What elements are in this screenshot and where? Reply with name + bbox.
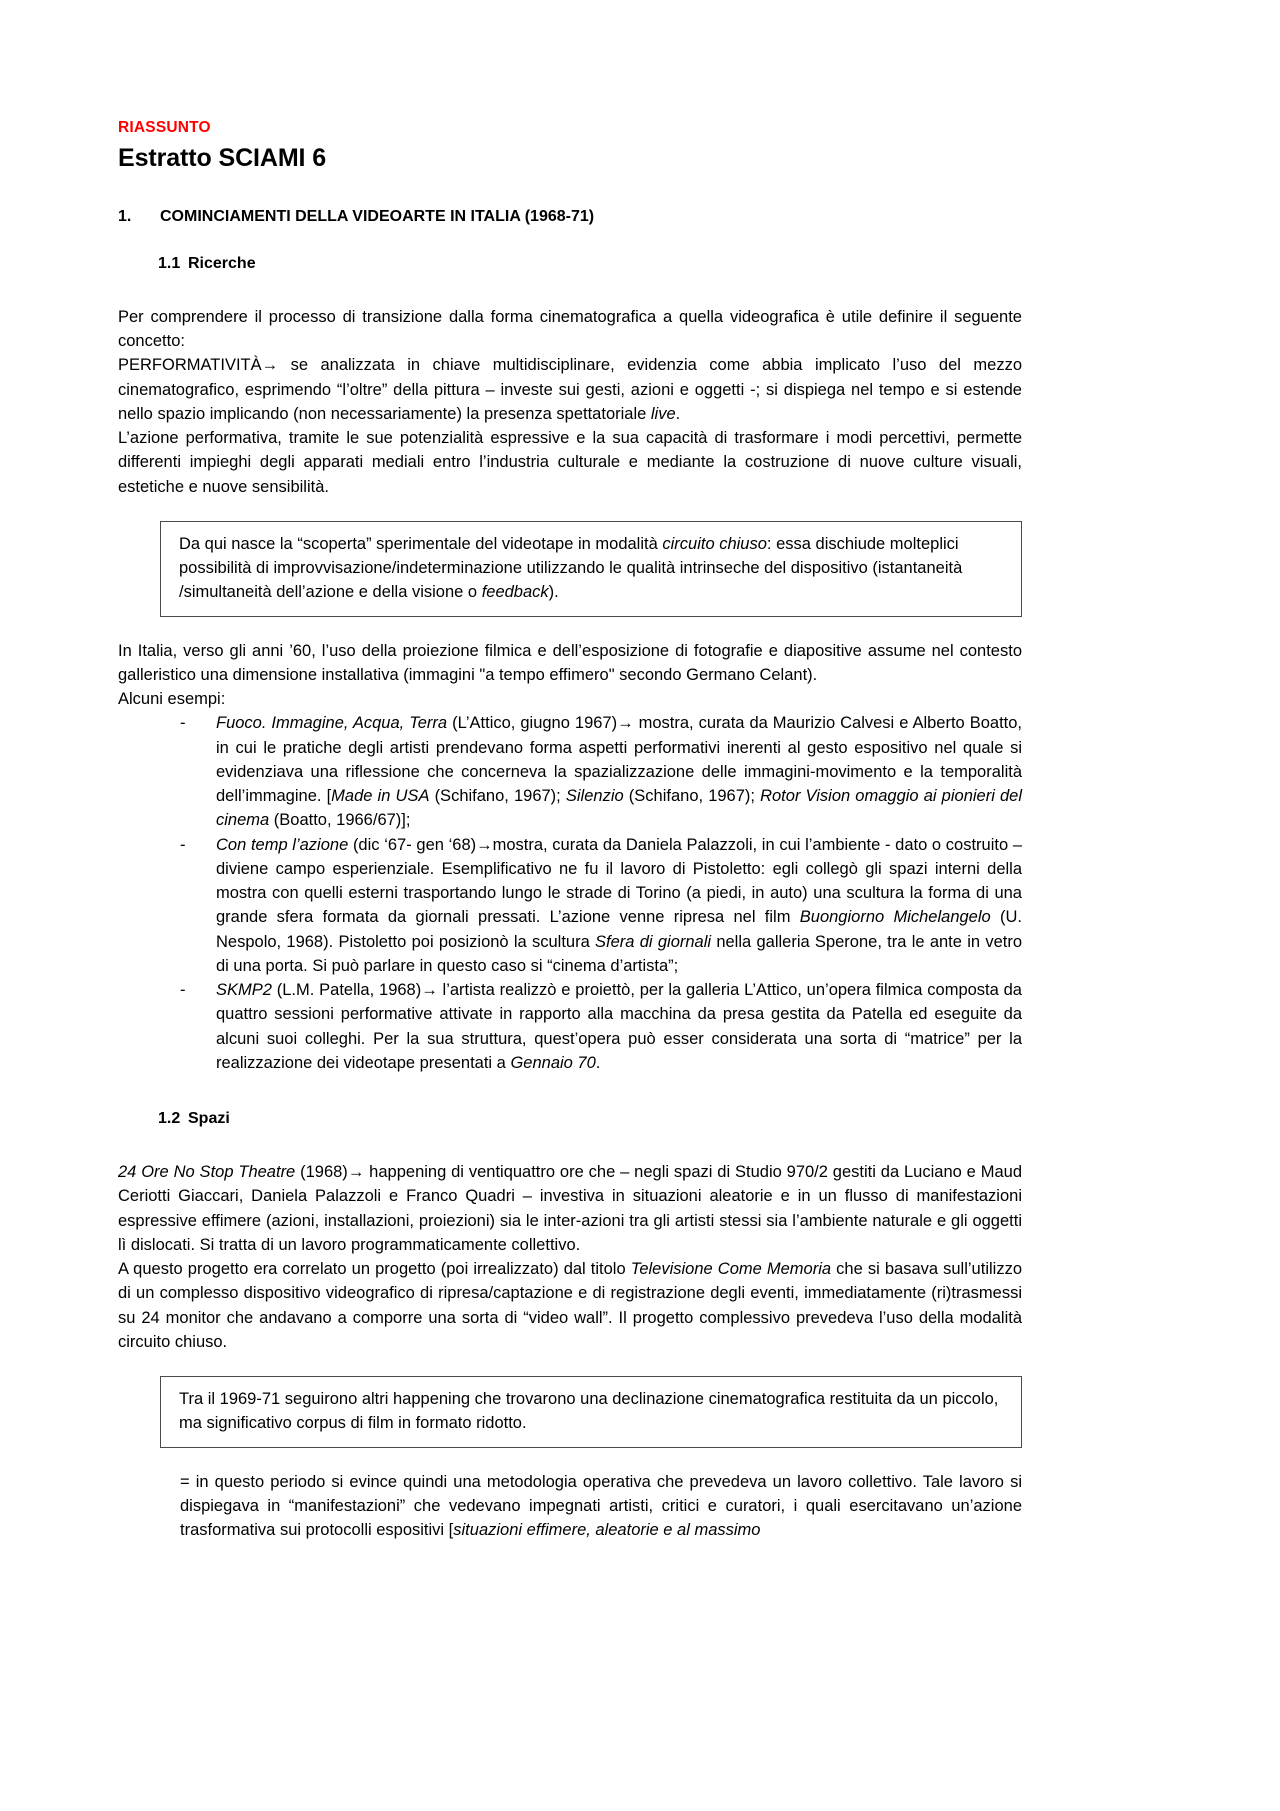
page-title: Estratto SCIAMI 6 <box>118 144 327 173</box>
example-1-text-5: (Boatto, 1966/67)]; <box>269 811 411 830</box>
paragraph-24-ore-no-stop-theatre <box>118 1160 1022 1257</box>
heading-section-1 <box>118 207 1022 228</box>
example-3-italic-title: SKMP2 <box>216 981 272 1000</box>
example-3-text-2: l’artista realizzò e proiettò, per la galleria L’Attico, un’opera filmica composta da quattro sessioni performative attivate in rapporto alla macchina da presa gestita da Patella ed eseguite da alcuni suoi colleghi. Per la sua struttura, quest’opera può esser considerata una sorta di “matrice” per la realizzazione dei videotape presentati a <box>216 981 1022 1072</box>
callout-box-circuito-chiuso <box>160 521 1022 617</box>
closing-italic: situazioni effimere, aleatorie e al massimo <box>453 1521 761 1540</box>
heading-section-1-2-label: Spazi <box>188 1110 230 1128</box>
example-3-italic-gennaio-70: Gennaio 70 <box>510 1053 596 1072</box>
paragraph-televisione-come-memoria <box>118 1257 1022 1354</box>
paragraph-alcuni-esempi: Alcuni esempi: <box>118 690 226 709</box>
spazi-italic-title: 24 Ore No Stop Theatre <box>118 1163 296 1182</box>
example-1-text-1: (L’Attico, giugno 1967) <box>447 714 618 733</box>
callout1-italic-feedback: feedback <box>481 583 549 602</box>
examples-list <box>118 711 1022 1075</box>
performativita-text-2: . <box>675 404 681 423</box>
example-1-text-3: (Schifano, 1967); <box>429 787 566 806</box>
example-3-text-3: . <box>595 1053 601 1072</box>
arrow-icon: → <box>476 835 493 854</box>
heading-section-1-number: 1. <box>118 208 132 226</box>
arrow-icon: → <box>617 714 634 733</box>
list-item <box>118 711 1022 832</box>
spazi-text-2: happening di ventiquattro ore che – negli spazi di Studio 970/2 gestiti da Luciano e Maud Ceriotti Giaccari, Daniela Palazzoli e Franco Quadri – investiva in situazioni aleatorie e in un flusso di manifestazioni espressive effimere (azioni, installazioni, proiezioni) sia le inter-azioni tra gli artisti stessi sia l’ambiente naturale e gli oggetti lì dislocati. Si tratta di un lavoro programmaticamente collettivo. <box>118 1163 1022 1254</box>
example-1-italic-made-in-usa: Made in USA <box>331 787 430 806</box>
paragraph-closing <box>180 1470 1022 1543</box>
example-1-italic-title: Fuoco. Immagine, Acqua, Terra <box>216 714 448 733</box>
spazi2-text-1: A questo progetto era correlato un progetto (poi irrealizzato) dal titolo <box>118 1260 631 1279</box>
list-item <box>118 978 1022 1075</box>
paragraph-italia: In Italia, verso gli anni ’60, l’uso della proiezione filmica e dell’esposizione di fotografie e diapositive assume nel contesto galleristico una dimensione installativa (immagini "a tempo effimero" secondo Germano Celant). <box>118 641 1022 684</box>
heading-section-1-1-label: Ricerche <box>188 255 256 273</box>
callout1-italic-circuito-chiuso: circuito chiuso <box>662 534 767 553</box>
closing-text-1: = in questo periodo si evince quindi una metodologia operativa che prevedeva un lavoro collettivo. Tale lavoro si dispiegava in “manifestazioni” che vedevano impegnati artisti, critici e curatori, i quali esercitavano un’azione trasformativa sui protocolli espositivi [ <box>180 1472 1022 1540</box>
example-3-text-1: (L.M. Patella, 1968) <box>271 981 422 1000</box>
example-2-italic-buongiorno-michelangelo: Buongiorno Michelangelo <box>799 908 991 927</box>
callout1-text-1: Da qui nasce la “scoperta” sperimentale del videotape in modalità <box>179 534 663 553</box>
example-2-text-3: (U. Nespolo, 1968). Pistoletto poi posizionò la scultura <box>216 908 1022 951</box>
heading-section-1-1 <box>118 254 1022 275</box>
arrow-icon: → <box>421 981 438 1000</box>
dash-bullet-icon: - <box>180 981 186 1000</box>
performativita-text-1: se analizzata in chiave multidisciplinare, evidenzia come abbia implicato l’uso del mezzo cinematografico, esprimendo “l’oltre” della pittura – investe sui gesti, azioni e oggetti -; si dispiega nel tempo e si estende nello spazio implicando (non necessariamente) la presenza spettatoriale <box>118 356 1022 423</box>
arrow-icon: → <box>261 356 279 375</box>
example-1-text-2: mostra, curata da Maurizio Calvesi e Alberto Boatto, in cui le pratiche degli artisti prendevano forma aspetti performativi inerenti al gesto espositivo nel quale si evidenziava una riflessione che concerneva la spazializzazione delle immagini-movimento e la temporalità dell’immagine. [ <box>216 714 1023 806</box>
paragraph-intro: Per comprendere il processo di transizione dalla forma cinematografica a quella videografica è utile definire il seguente concetto: <box>118 307 1022 351</box>
dash-bullet-icon: - <box>180 714 186 733</box>
example-2-italic-sfera-di-giornali: Sfera di giornali <box>595 932 712 951</box>
callout1-text-2: : essa dischiude molteplici possibilità di improvvisazione/indeterminazione utilizzando le qualità intrinseche del dispositivo (istantaneità /simultaneità dell’azione e della visione o <box>179 534 963 602</box>
spazi2-italic-televisione-come-memoria: Televisione Come Memoria <box>630 1260 832 1279</box>
example-2-text-2: mostra, curata da Daniela Palazzoli, in cui l’ambiente - dato o costruito – diviene campo esperienziale. Esemplificativo ne fu il lavoro di Pistoletto: egli collegò gli spazi interni della mostra con quelli esterni trasportando lungo le strade di Torino (a piedi, in auto) una scultura la forma di una grande sfera formata da giornali pressati. L’azione venne ripresa nel film <box>216 835 1022 927</box>
dash-bullet-icon: - <box>180 835 186 854</box>
example-2-text-4: nella galleria Sperone, tra le ante in vetro di una porta. Si può parlare in questo caso si “cinema d’artista”; <box>216 932 1022 975</box>
spazi-text-1: (1968) <box>295 1163 348 1182</box>
list-item <box>118 833 1022 979</box>
paragraph-performativita <box>118 353 1022 426</box>
callout-box-1-text <box>179 532 1009 605</box>
example-2-italic-title: Con temp l’azione <box>216 835 349 854</box>
heading-section-1-1-number: 1.1 <box>158 255 181 273</box>
heading-section-1-label: COMINCIAMENTI DELLA VIDEOARTE IN ITALIA (1968-71) <box>160 208 595 226</box>
heading-section-1-2-number: 1.2 <box>158 1110 181 1128</box>
document-content <box>118 118 1022 1542</box>
paragraph-azione-performativa: L’azione performativa, tramite le sue potenzialità espressive e la sua capacità di trasformare i modi percettivi, permette differenti impieghi degli apparati mediali entro l’industria culturale e mediante la costruzione di nuove culture visuali, estetiche e nuove sensibilità. <box>118 429 1022 496</box>
callout-box-happening <box>160 1376 1022 1448</box>
performativita-term: PERFORMATIVITÀ <box>118 356 262 375</box>
spazi2-text-2: che si basava sull’utilizzo di un complesso dispositivo videografico di ripresa/captazione e di registrazione degli eventi, immediatamente (ri)trasmessi su 24 monitor che andavano a comporre una sorta di “video wall”. Il progetto complessivo prevedeva l’uso della modalità circuito chiuso. <box>118 1260 1022 1351</box>
performativita-italic-live: live <box>650 404 676 423</box>
callout1-text-3: ). <box>548 583 559 602</box>
heading-section-1-2 <box>118 1109 1022 1130</box>
callout-box-2-text: Tra il 1969-71 seguirono altri happening che trovarono una declinazione cinematografica restituita da un piccolo, ma significativo corpus di film in formato ridotto. <box>179 1390 999 1433</box>
document-kicker: RIASSUNTO <box>118 119 211 136</box>
example-2-text-1: (dic ‘67- gen ‘68) <box>348 835 477 854</box>
example-1-text-4: (Schifano, 1967); <box>623 787 761 806</box>
example-1-italic-silenzio: Silenzio <box>565 787 624 806</box>
arrow-icon: → <box>347 1163 365 1182</box>
example-1-italic-rotor-vision: Rotor Vision omaggio ai pionieri del cinema <box>216 787 1023 830</box>
